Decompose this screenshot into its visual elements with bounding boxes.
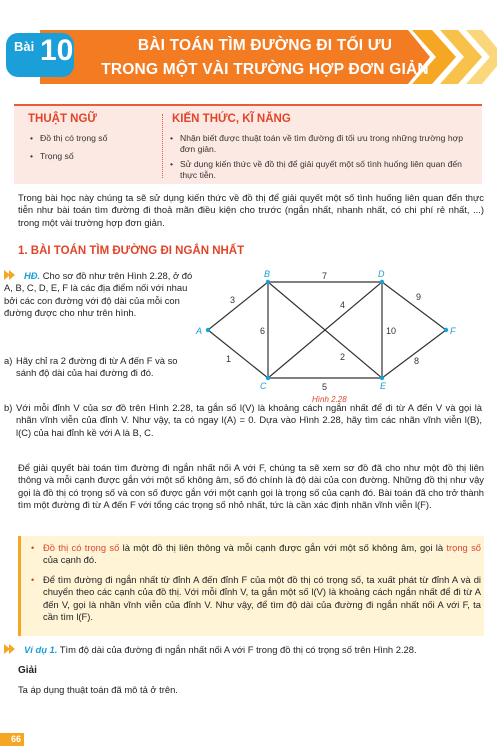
weight-BC: 6 xyxy=(260,326,266,336)
page-number: 66 xyxy=(0,733,24,746)
weight-EF: 8 xyxy=(414,356,420,366)
weight-DF: 9 xyxy=(416,292,422,302)
example-label: Ví dụ 1. xyxy=(24,644,58,655)
weight-CD: 4 xyxy=(340,300,346,310)
node-label-A: A xyxy=(196,326,203,336)
solution-text: Ta áp dụng thuật toán đã mô tả ở trên. xyxy=(18,684,178,695)
column-divider xyxy=(162,114,163,178)
section-heading: 1. BÀI TOÁN TÌM ĐƯỜNG ĐI NGẮN NHẤT xyxy=(18,245,245,257)
weight-AC: 1 xyxy=(226,354,232,364)
lesson-title-line-2: TRONG MỘT VÀI TRƯỜNG HỢP ĐƠN GIẢN xyxy=(101,61,429,78)
question-a xyxy=(4,355,196,380)
example-text: Tìm độ dài của đường đi ngắn nhất nối A với F trong đồ thị có trọng số trên Hình 2.28. xyxy=(59,644,417,655)
definition-item: • Để tìm đường đi ngắn nhất từ đỉnh A đến đỉnh F của một đồ thị có trọng số, ta xuất phát từ đỉnh A và di chuyển theo các cạnh của đồ thị. Với mỗi đỉnh V, ta gắn một số l(V) là khoảng cách ngắn nhất để đi từ A đến V, gọi là nhãn vĩnh viễn của đỉnh V. Như vậy, để tìm độ dài của đường đi ngắn nhất nối A với F, ta cần tìm l(F). xyxy=(43,574,481,624)
definition-item xyxy=(43,542,481,567)
solution-heading: Giải xyxy=(18,665,37,676)
question-a-label: a) xyxy=(4,355,13,366)
skill-item: • Nhận biết được thuật toán về tìm đường đi tối ưu trong những trường hợp đơn giản. xyxy=(180,133,480,156)
node-F xyxy=(444,328,448,332)
double-arrow-icon xyxy=(4,644,22,654)
example-line xyxy=(4,644,490,656)
definition-text-end: của cạnh đó. xyxy=(43,554,97,566)
question-b-label: b) xyxy=(4,402,13,413)
intro-paragraph: Trong bài học này chúng ta sẽ sử dụng kiến thức về đồ thị để giải quyết một số tình huống liên quan đến thực tiễn như bài toán tìm đường đi thoả mãn điều kiện cho trước (ngắn nhất, nhanh nhất, có chi phí rẻ nhất, ...) trong một vài trường hợp đơn giản. xyxy=(18,192,484,228)
question-b xyxy=(4,402,482,439)
activity-text: Cho sơ đồ như trên Hình 2.28, ở đó A, B, C, D, E, F là các địa điểm nối với nhau bởi các con đường với độ dài của mỗi con đường được cho như trên hình. xyxy=(4,270,193,319)
lesson-title-line-1: BÀI TOÁN TÌM ĐƯỜNG ĐI TỐI ƯU xyxy=(137,37,393,54)
lesson-number: 10 xyxy=(40,34,74,67)
activity-paragraph xyxy=(4,270,200,320)
figure-caption: Hình 2.28 xyxy=(312,395,347,404)
terms-heading: THUẬT NGỮ xyxy=(28,113,97,125)
edge-AC xyxy=(208,330,268,378)
lesson-word: Bài xyxy=(14,39,35,54)
skills-heading: KIẾN THỨC, KĨ NĂNG xyxy=(172,113,291,125)
question-b-text: Với mỗi đỉnh V của sơ đồ trên Hình 2.28, ta gắn số l(V) là khoảng cách ngắn nhất để đi từ A đến V và gọi là nhãn vĩnh viễn của đỉnh V. Như vậy, ta có ngay l(A) = 0. Dựa vào Hình 2.28, hãy tìm các nhãn vĩnh viễn l(B), l(C) của hai đỉnh kề với A là B, C. xyxy=(16,402,482,438)
edge-EF xyxy=(382,330,446,378)
term-item: • Đồ thị có trọng số xyxy=(40,133,107,144)
terms-skills-box xyxy=(14,104,482,184)
weight-BD: 7 xyxy=(322,271,328,281)
weight-CE: 5 xyxy=(322,382,328,392)
definition-text: là một đồ thị liên thông và mỗi cạnh được gắn với một số không âm, gọi là xyxy=(119,542,447,553)
node-label-F: F xyxy=(450,326,456,336)
activity-label: HĐ. xyxy=(24,270,41,281)
node-B xyxy=(266,280,270,284)
definition-term: Đồ thị có trọng số xyxy=(43,542,120,553)
node-label-B: B xyxy=(264,269,271,279)
double-arrow-icon xyxy=(4,270,22,280)
node-C xyxy=(266,376,270,380)
node-E xyxy=(380,376,384,380)
weight-AB: 3 xyxy=(230,295,236,305)
edge-DF xyxy=(382,282,446,330)
node-label-C: C xyxy=(260,381,267,391)
definition-box xyxy=(18,536,484,636)
node-label-D: D xyxy=(378,269,385,279)
weighted-graph xyxy=(194,268,464,398)
term-item: • Trọng số xyxy=(40,151,74,162)
node-A xyxy=(206,328,210,332)
definition-term-2: trọng số xyxy=(446,542,481,553)
edge-AB xyxy=(208,282,268,330)
node-label-E: E xyxy=(380,381,387,391)
explanation-paragraph: Để giải quyết bài toán tìm đường đi ngắn nhất nối A với F, chúng ta sẽ xem sơ đồ đã cho như một đồ thị liên thông và mỗi cạnh được gắn với một số không âm, số đó chính là độ dài của con đường. Những đồ thị như vậy gọi là đồ thị có trọng số và con số được gắn với một cạnh gọi là trọng số của cạnh đó. Bài toán đã cho trở thành tìm một đường đi từ A đến F với tổng các trọng số nhỏ nhất, tức là cần xác định nhãn vĩnh viễn l(F). xyxy=(18,462,484,511)
node-D xyxy=(380,280,384,284)
lesson-badge xyxy=(6,33,74,77)
weight-DE: 10 xyxy=(386,326,397,336)
weight-BE: 2 xyxy=(340,352,346,362)
question-a-text: Hãy chỉ ra 2 đường đi từ A đến F và so sánh độ dài của hai đường đi đó. xyxy=(16,355,178,379)
skill-item: • Sử dụng kiến thức về đồ thị để giải quyết một số tình huống liên quan đến thực tiễn. xyxy=(180,159,480,182)
